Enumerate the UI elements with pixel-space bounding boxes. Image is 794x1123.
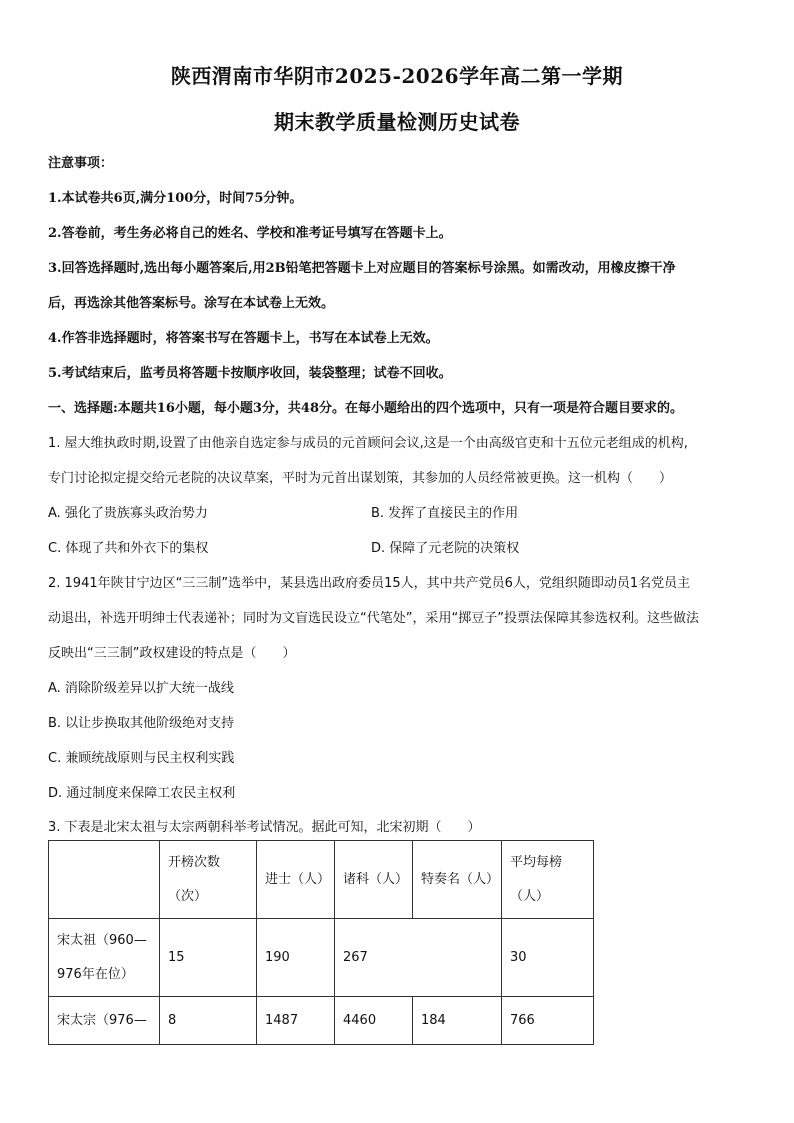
table-header-cell: 诸科（人） [335, 841, 413, 919]
q2-option-d[interactable]: D. 通过制度来保障工农民主权利 [48, 786, 236, 801]
q2-option-b[interactable]: B. 以让步换取其他阶级绝对支持 [48, 716, 235, 731]
q2-stem-line-2: 动退出，补选开明绅士代表递补；同时为文盲选民设立“代笔处”，采用“掷豆子”投票法保障其参选权利。这些做法 [48, 611, 699, 626]
table-cell: 30 [502, 919, 594, 997]
q1-stem-line-2: 专门讨论拟定提交给元老院的决议草案，平时为元首出谋划策，其参加的人员经常被更换。这一机构（ ） [48, 471, 673, 486]
exam-title-line-1: 陕西渭南市华阴市2025-2026学年高二第一学期 [170, 64, 624, 88]
note-item-4: 4.作答非选择题时，将答案书写在答题卡上，书写在本试卷上无效。 [48, 331, 439, 346]
table-cell: 宋太宗（976— [49, 997, 160, 1045]
table-cell: 4460 [335, 997, 413, 1045]
q1-option-a[interactable]: A. 强化了贵族寡头政治势力 [48, 506, 208, 521]
table-cell: 766 [502, 997, 594, 1045]
table-header-row [49, 841, 594, 919]
q3-stem: 3. 下表是北宋太祖与太宗两朝科举考试情况。据此可知，北宋初期（ ） [48, 820, 481, 835]
table-header-cell: 特奏名（人） [413, 841, 502, 919]
note-item-2: 2.答卷前，考生务必将自己的姓名、学校和准考证号填写在答题卡上。 [48, 226, 452, 241]
table-header-cell: 进士（人） [257, 841, 335, 919]
table-cell: 宋太祖（960—976年在位） [49, 919, 160, 997]
q1-option-d[interactable]: D. 保障了元老院的决策权 [371, 541, 520, 556]
note-item-3: 3.回答选择题时,选出每小题答案后,用2B铅笔把答题卡上对应题目的答案标号涂黑。如需改动，用橡皮擦干净 [48, 261, 676, 276]
note-item-5: 5.考试结束后，监考员将答题卡按顺序收回，装袋整理；试卷不回收。 [48, 366, 452, 381]
notes-heading: 注意事项： [48, 156, 114, 171]
table-header-cell: 平均每榜（人） [502, 841, 594, 919]
table-cell: 1487 [257, 997, 335, 1045]
table-row [49, 997, 594, 1045]
section-heading: 一、选择题:本题共16小题，每小题3分，共48分。在每小题给出的四个选项中，只有一项是符合题目要求的。 [48, 401, 684, 416]
q1-stem-line-1: 1. 屋大维执政时期,设置了由他亲自选定参与成员的元首顾问会议,这是一个由高级官吏和十五位元老组成的机构, [48, 436, 688, 451]
q2-option-c[interactable]: C. 兼顾统战原则与民主权利实践 [48, 751, 235, 766]
table-cell: 8 [160, 997, 257, 1045]
table-header-cell [49, 841, 160, 919]
q2-option-a[interactable]: A. 消除阶级差异以扩大统一战线 [48, 681, 234, 696]
table-cell: 190 [257, 919, 335, 997]
q1-option-b[interactable]: B. 发挥了直接民主的作用 [371, 506, 519, 521]
q1-option-c[interactable]: C. 体现了共和外衣下的集权 [48, 541, 209, 556]
note-item-1: 1.本试卷共6页,满分100分，时间75分钟。 [48, 191, 303, 206]
q2-stem-line-1: 2. 1941年陕甘宁边区“三三制”选举中，某县选出政府委员15人，其中共产党员6人，党组织随即动员1名党员主 [48, 576, 691, 591]
exam-results-table [48, 840, 594, 1045]
table-cell: 184 [413, 997, 502, 1045]
table-row [49, 919, 594, 997]
q2-stem-line-3: 反映出“三三制”政权建设的特点是（ ） [48, 646, 296, 661]
table-cell: 15 [160, 919, 257, 997]
table-header-cell: 开榜次数（次） [160, 841, 257, 919]
exam-title-line-2: 期末教学质量检测历史试卷 [274, 110, 520, 134]
note-item-3-cont: 后，再选涂其他答案标号。涂写在本试卷上无效。 [48, 296, 335, 311]
table-cell: 267 [335, 919, 502, 997]
